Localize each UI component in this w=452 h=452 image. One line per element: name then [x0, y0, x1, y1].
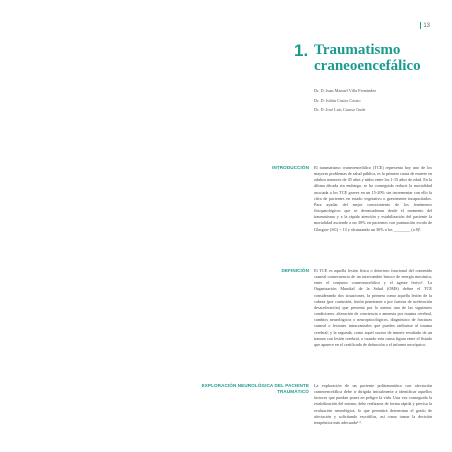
section-paragraph: La exploración de un paciente politraumático con afectación craneoencefálica debe ir dirigida inicialmente a identificar aquellos factores que puedan poner en peligro la vida. Una vez conseguida la estabilización del mismo, debe realizarse de forma rápida y precisa la evaluación neurológica, lo que permitirá determinar el grado de afectación y solicitando escrúfilos, así como tomar la decisión terapéutica más adecuada¹·². — [314, 383, 432, 425]
section-paragraph: El TCE es aquella lesión física o deterioro funcional del contenido craneal consecuencia de un intercambio brusco de energía mecánica, entre el conjunto craneoencefálico y el agente lesivo¹. La Organización Mundial de la Salud (OMS) define el TCE considerando dos situaciones, la primera como aquella lesión de la cabeza (por contusión, lesión penetrante o por fuerzas de aceleración desaceleración) que presenta por lo menos una de las siguientes condiciones: alteración de conciencia o amnesia por trauma cerebral, cambios neurológicos o neuropsicológicos, diagnóstico de fracturas craneal o lesiones intracraneales que pueden atribuirse al trauma cerebral; y la segunda, como aquel suceso de muerte resultado de un trauma con lesión cerebral, o cuando esta causa figura entre el listado que aparece en el certificado de defunción o el informe necrópsico. — [314, 268, 432, 347]
section-heading: INTRODUCCIÓN — [272, 165, 309, 170]
author-name: Dr. D. Juan Manuel Villa Fernández — [314, 88, 377, 93]
section-paragraph: El traumatismo craneoencefálico (TCE) representa hoy uno de los mayores problemas de salud pública, es la primera causa de muerte en adultos menores de 45 años y niños entre los 1-15 años de edad. En la última década sin embargo, se ha conseguido reducir la mortalidad asociada a los TCE graves en un 15-20% sin incrementar con ello la cifra de pacientes en estado vegetativo o gravemente incapacitados. Para ayudar del mejor conocimiento de los fenómenos fisiopatológicos que se desencadenan desde el momento del traumatismo y a la rápida atención y estabilización del paciente la mortalidad asciende a un 30% en pacientes con puntuación escala de Glasgow (SG) < 13 y alcanzando un 30% a los ________ (a 8)¹. — [314, 165, 432, 232]
section-body — [314, 268, 432, 348]
author-name: Dr. D. Julián Castro Castro — [314, 97, 361, 103]
section-body — [314, 165, 432, 233]
chapter-title-line-2: craneoencefálico — [314, 58, 421, 74]
chapter-title-row — [294, 42, 444, 74]
chapter-title-line-1: Traumatismo — [314, 42, 401, 58]
page-number-text: 13 — [423, 22, 430, 29]
author-name: Dr. D. José Luis Caruso Gude — [314, 107, 366, 112]
chapter-header — [294, 42, 444, 115]
author-list — [314, 86, 444, 115]
chapter-number: 1. — [294, 41, 309, 60]
section-heading: EXPLORACIÓN NEUROLÓGICA DEL PACIENTE TRAUMÁTICO — [201, 383, 309, 394]
section-body — [314, 383, 432, 426]
page-number — [420, 22, 430, 29]
page-number-divider — [420, 22, 421, 29]
section-heading: DEFINICIÓN — [281, 268, 309, 273]
chapter-title — [314, 42, 421, 74]
